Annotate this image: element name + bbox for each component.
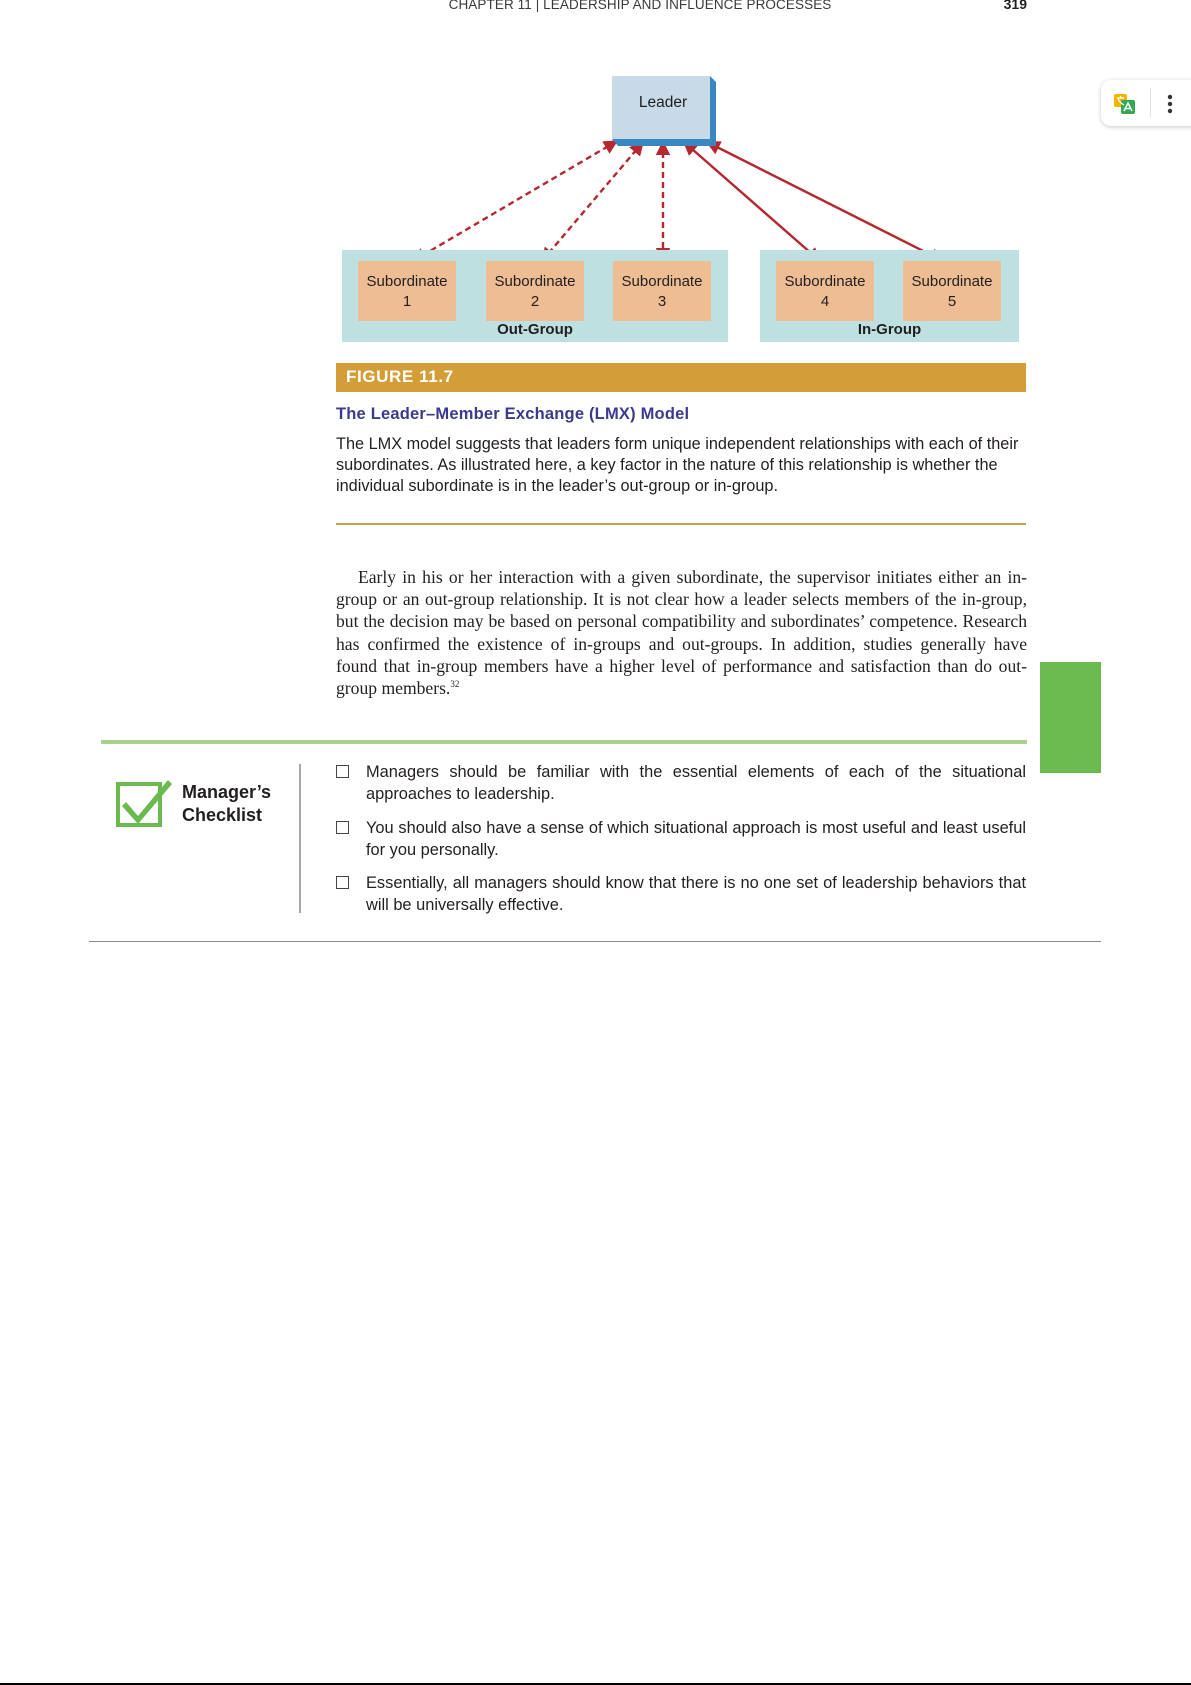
body-paragraph (336, 566, 1027, 699)
checkbox-icon (336, 876, 349, 889)
checkmark-icon (116, 776, 174, 828)
checkbox-icon (336, 765, 349, 778)
page-number: 319 (1003, 0, 1027, 12)
out-group-label: Out-Group (497, 321, 573, 338)
checklist-item: Managers should be familiar with the essential elements of each of the situational approaches to leadership. (336, 761, 1026, 805)
arrow-leader-sub4 (684, 142, 820, 261)
subordinate-label-1: Subordinate 1 (366, 273, 448, 310)
figure-label: FIGURE 11.7 (346, 367, 454, 386)
arrow-leader-sub1 (413, 141, 617, 261)
footnote-ref: 32 (450, 679, 460, 690)
checklist-item: You should also have a sense of which situational approach is most useful and least useful for you personally. (336, 817, 1026, 861)
subordinate-label-4: Subordinate 4 (784, 273, 866, 310)
subordinate-label-5: Subordinate 5 (911, 273, 993, 310)
in-group-label: In-Group (857, 321, 922, 338)
checklist-top-rule (101, 740, 1027, 744)
arrow-leader-sub5 (707, 142, 943, 261)
arrow-leader-sub2 (542, 142, 643, 261)
checklist-title: Manager’s Checklist (182, 782, 272, 825)
chapter-side-tab (1040, 662, 1101, 773)
subordinate-label-2: Subordinate 2 (494, 273, 576, 310)
figure-title: The Leader–Member Exchange (LMX) Model (336, 405, 690, 423)
leader-label: Leader (638, 94, 688, 111)
checkbox-icon (336, 821, 349, 834)
figure-caption: The LMX model suggests that leaders form unique independent relationships with each of their subordinates. As illustrated here, a key factor in the nature of this relationship is whether the individual subordinate is in the leader’s out-group or in-group. (336, 435, 1019, 495)
body-paragraph-text: Early in his or her interaction with a given subordinate, the supervisor initiates either an in-group or an out-group relationship. It is not clear how a leader selects members of the in-group, but the decision may be based on personal compatibility and subordinates’ competence. Research has confirmed the existence of in-groups and out-groups. In addition, studies generally have found that in-group members have a higher level of performance and satisfaction than do out-group members. (336, 567, 1027, 699)
caption-rule (336, 523, 1026, 525)
checklist-divider (299, 764, 301, 913)
bottom-rule (89, 941, 1101, 942)
subordinate-label-3: Subordinate 3 (621, 273, 703, 310)
running-header-chapter: CHAPTER 11 | LEADERSHIP AND INFLUENCE PROCESSES (448, 0, 832, 12)
checklist-item: Essentially, all managers should know that there is no one set of leadership behaviors that will be universally effective. (336, 872, 1026, 916)
